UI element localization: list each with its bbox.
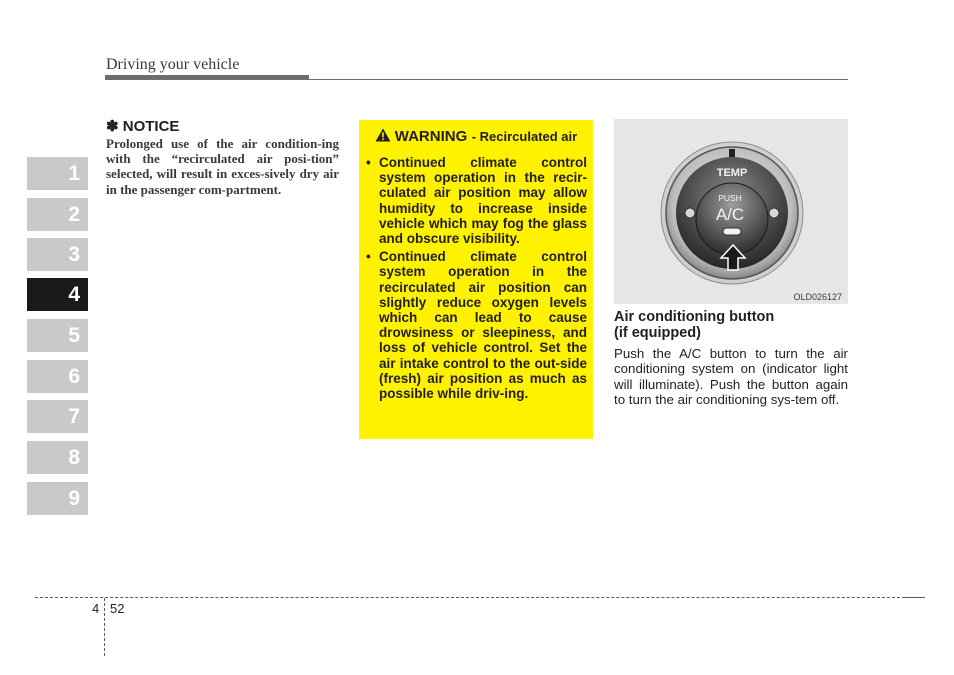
ac-label: A/C: [715, 205, 745, 224]
header-rule: [105, 79, 848, 80]
chapter-tab-7[interactable]: 7: [27, 400, 88, 433]
section-heading-line1: Air conditioning button: [614, 309, 775, 325]
notice-body: Prolonged use of the air condition-ing with the “recirculated air posi-tion” selected, will result in exces-sively dry air in the passenger com-partment.: [106, 136, 339, 197]
warning-item-text: Continued climate control system operation in the recir-culated air position may allow humidity to increase inside vehicle which may fog the glass and obscure visibility.: [379, 155, 587, 247]
ac-button-illustration: [614, 119, 848, 304]
ac-button-figure: [614, 119, 848, 304]
notice-section: [106, 117, 339, 197]
figure-id: OLD026127: [793, 292, 842, 302]
footer-page-number: 52: [110, 601, 125, 616]
warning-list: [366, 155, 587, 402]
chapter-tab-3[interactable]: 3: [27, 238, 88, 271]
chapter-tab-1[interactable]: 1: [27, 157, 88, 190]
footer-rule-end: [903, 597, 925, 598]
warning-item-text: Continued climate control system operation in the recirculated air position can slightly reduce oxygen levels which can lead to cause drowsiness or sleepiness, and loss of vehicle control. Set the air intake control to the out-side (fresh) air position as much as possible while driv-ing.: [379, 249, 587, 402]
bullet-icon: •: [366, 155, 371, 170]
notice-title: ✽ NOTICE: [106, 118, 180, 135]
warning-heading: [365, 128, 587, 147]
bullet-icon: •: [366, 249, 371, 265]
footer-divider: [104, 598, 105, 656]
section-body: Push the A/C button to turn the air conditioning system on (indicator light will illuminate). Push the button again to turn the air conditioning sys-tem off.: [614, 346, 848, 407]
warning-triangle-icon: [375, 128, 391, 147]
temp-label: TEMP: [716, 167, 748, 179]
warning-item: [366, 249, 587, 402]
footer-rule: [35, 597, 925, 598]
chapter-tab-4-active[interactable]: 4: [27, 278, 88, 311]
warning-subtitle: - Recirculated air: [471, 129, 578, 144]
chapter-tab-2[interactable]: 2: [27, 198, 88, 231]
warning-box: [359, 120, 593, 439]
chapter-tab-9[interactable]: 9: [27, 482, 88, 515]
push-label: PUSH: [718, 193, 742, 203]
chapter-tab-8[interactable]: 8: [27, 441, 88, 474]
running-header: Driving your vehicle: [106, 56, 240, 73]
section-heading-line2: (if equipped): [614, 325, 701, 341]
warning-title: WARNING: [394, 128, 468, 145]
footer-chapter-number: 4: [92, 601, 100, 616]
chapter-tab-5[interactable]: 5: [27, 319, 88, 352]
section-heading: [614, 309, 854, 341]
chapter-tab-6[interactable]: 6: [27, 360, 88, 393]
warning-item: [366, 155, 587, 247]
